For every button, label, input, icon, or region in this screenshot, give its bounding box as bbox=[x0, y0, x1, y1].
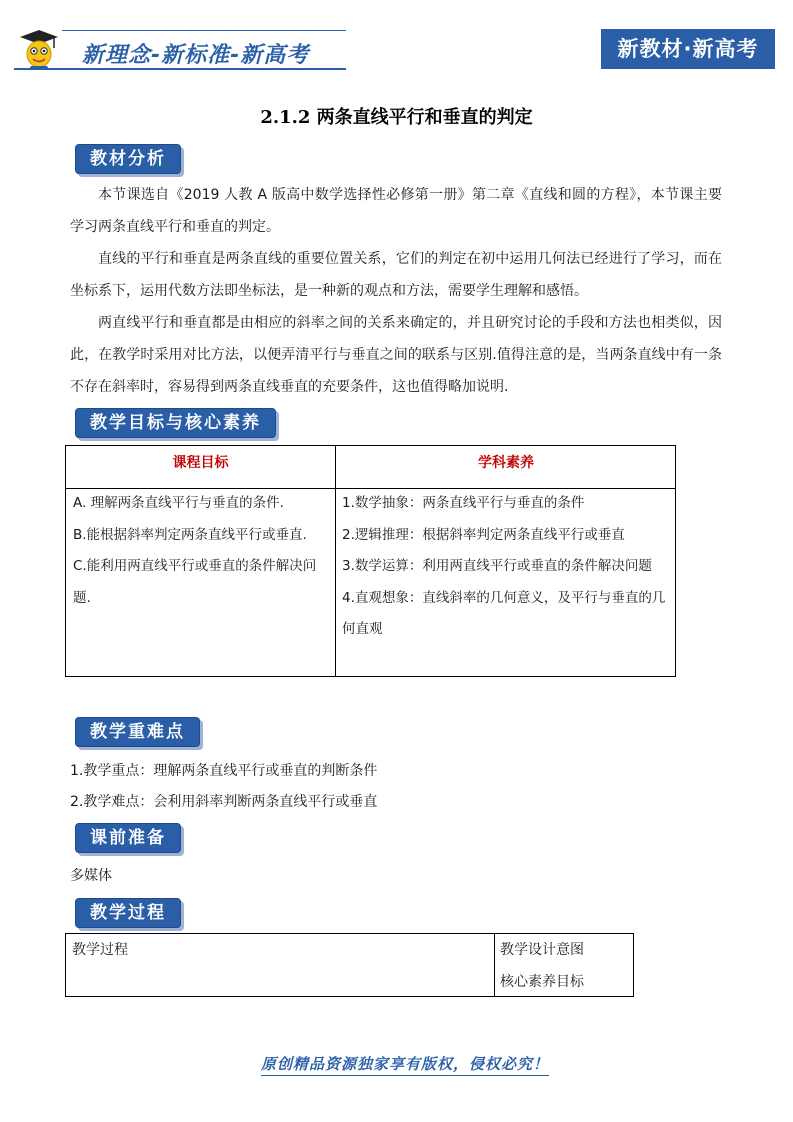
design-intent-header: 教学设计意图 bbox=[500, 942, 584, 958]
course-goal-line: 题. bbox=[73, 589, 91, 606]
key-point-focus: 1.教学重点：理解两条直线平行或垂直的判断条件 bbox=[70, 763, 378, 779]
section-heading-preparation: 课前准备 bbox=[75, 823, 181, 853]
goals-header-course: 课程目标 bbox=[172, 455, 229, 471]
course-goal-line: B.能根据斜率判定两条直线平行或垂直. bbox=[73, 526, 307, 543]
literacy-line: 何直观 bbox=[342, 621, 383, 637]
analysis-paragraph-3: 两直线平行和垂直都是由相应的斜率之间的关系来确定的，并且研究讨论的手段和方法也相类似，因此，在教学时采用对比方法，以便弄清平行与垂直之间的联系与区别.值得注意的是，当两条直线中有一条不存在斜率时，容易得到两条直线垂直的充要条件，这也值得略加说明. bbox=[70, 315, 722, 395]
process-table bbox=[65, 933, 634, 997]
section-heading-goals: 教学目标与核心素养 bbox=[75, 408, 276, 438]
goals-table bbox=[65, 445, 676, 677]
course-goal-line: A. 理解两条直线平行与垂直的条件. bbox=[73, 495, 284, 511]
literacy-target-header: 核心素养目标 bbox=[500, 974, 584, 990]
header-top-rule bbox=[62, 30, 346, 31]
key-point-difficulty: 2.教学难点：会利用斜率判断两条直线平行或垂直 bbox=[70, 794, 378, 810]
process-header: 教学过程 bbox=[72, 942, 128, 958]
literacy-line: 3.数学运算：利用两直线平行或垂直的条件解决问题 bbox=[342, 558, 652, 574]
header-slogan: 新理念-新标准-新高考 bbox=[82, 43, 310, 68]
table-column-divider bbox=[494, 934, 495, 996]
course-goal-line: C.能利用两直线平行或垂直的条件解决问 bbox=[73, 558, 317, 574]
literacy-line: 2.逻辑推理：根据斜率判定两条直线平行或垂直 bbox=[342, 526, 625, 543]
section-heading-process: 教学过程 bbox=[75, 898, 181, 928]
header-bottom-rule bbox=[14, 68, 346, 70]
literacy-line: 1.数学抽象：两条直线平行与垂直的条件 bbox=[342, 495, 585, 511]
section-heading-analysis: 教材分析 bbox=[75, 144, 181, 174]
document-title: 2.1.2 两条直线平行和垂直的判定 bbox=[260, 107, 533, 128]
graduation-mascot-icon bbox=[16, 26, 62, 72]
literacy-line: 4.直观想象：直线斜率的几何意义，及平行与垂直的几 bbox=[342, 589, 666, 606]
copyright-footer bbox=[0, 1053, 793, 1074]
analysis-paragraph-2: 直线的平行和垂直是两条直线的重要位置关系，它们的判定在初中运用几何法已经进行了学习，而在坐标系下，运用代数方法即坐标法，是一种新的观点和方法，需要学生理解和感悟。 bbox=[70, 251, 722, 299]
goals-header-literacy: 学科素养 bbox=[478, 455, 534, 471]
section-heading-key-points: 教学重难点 bbox=[75, 717, 200, 747]
copyright-text: 原创精品资源独家享有版权，侵权必究！ bbox=[261, 1055, 549, 1076]
goals-course-cell bbox=[73, 488, 331, 614]
preparation-content: 多媒体 bbox=[70, 868, 112, 884]
goals-literacy-cell bbox=[342, 488, 672, 646]
analysis-paragraph-1: 本节课选自《2019 人教 A 版高中数学选择性必修第一册》第二章《直线和圆的方程》，本节课主要学习两条直线平行和垂直的判定。 bbox=[70, 187, 722, 235]
header-badge: 新教材·新高考 bbox=[601, 29, 775, 69]
